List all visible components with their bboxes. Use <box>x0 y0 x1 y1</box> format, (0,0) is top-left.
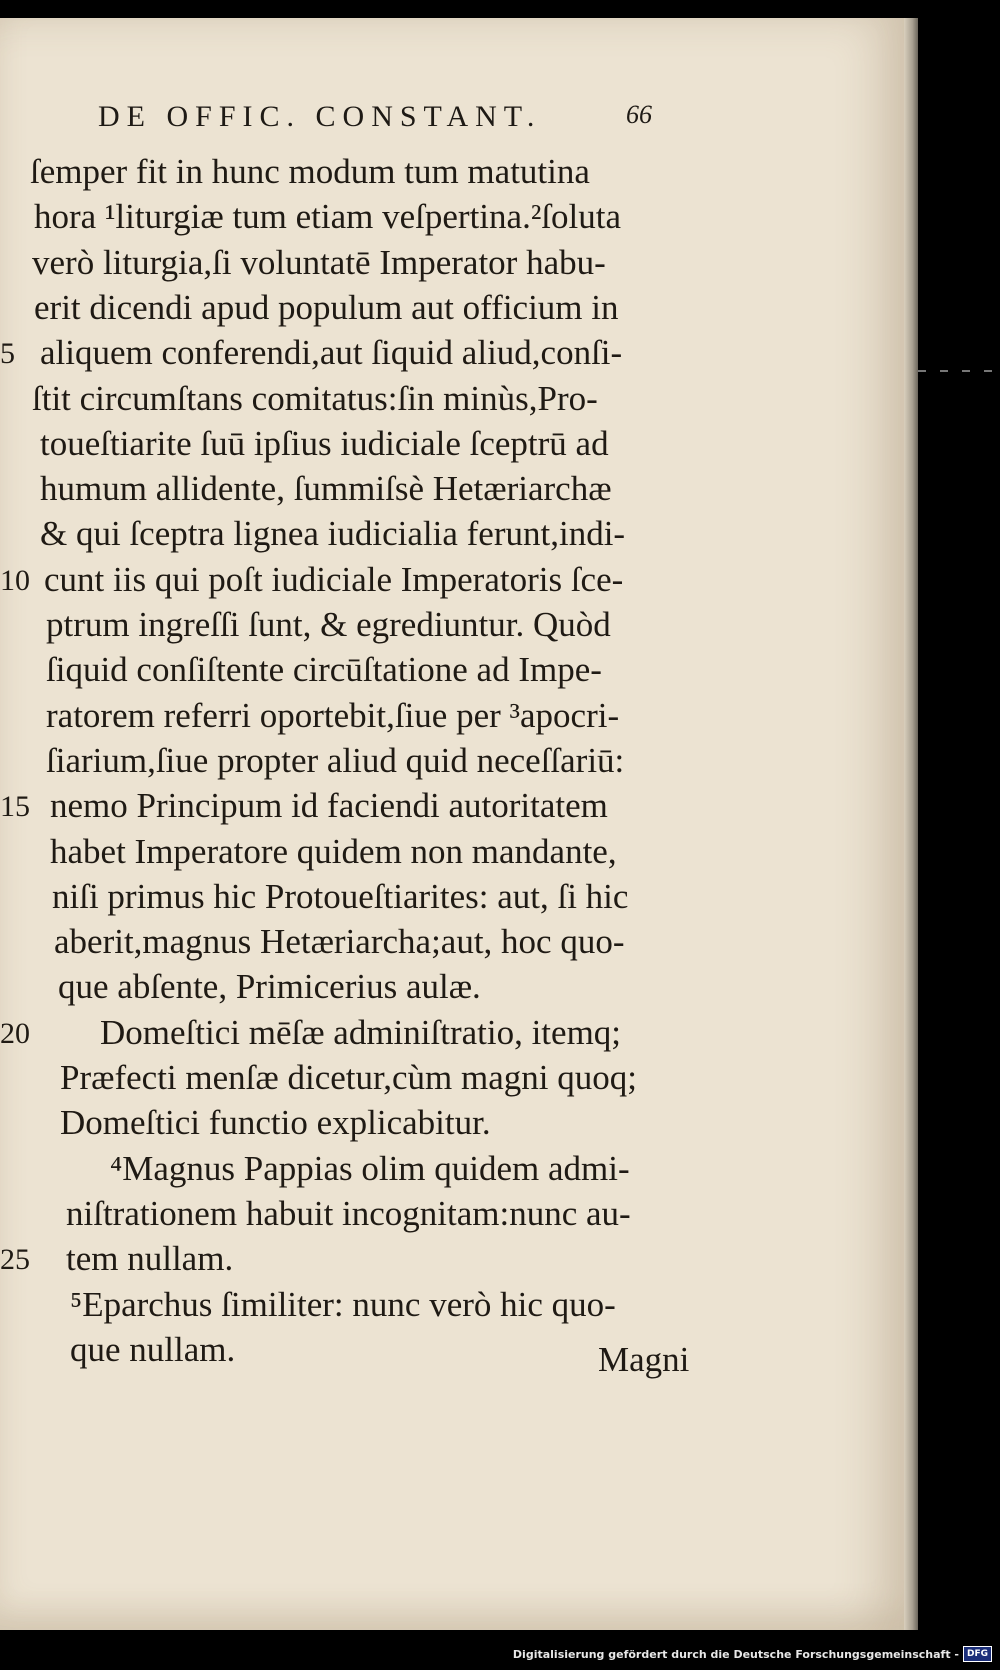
dfg-logo-badge: DFG <box>963 1646 992 1662</box>
text-line: ptrum ingreſſi ſunt, & egrediuntur. Quòd <box>46 605 611 644</box>
edge-marks <box>918 370 998 374</box>
text-line: & qui ſceptra lignea iudicialia ferunt,indi- <box>40 514 626 554</box>
text-line: tem nullam. <box>66 1239 234 1279</box>
footer-text: Digitalisierung gefördert durch die Deutsche Forschungsgemeinschaft - <box>512 1647 959 1661</box>
text-line: ⁵Eparchus ſimiliter: nunc verò hic quo- <box>70 1284 616 1324</box>
line-number: 15 <box>0 790 30 824</box>
footer-credit <box>513 1642 992 1666</box>
catchword: Magni <box>598 1340 690 1379</box>
text-line: hora ¹liturgiæ tum etiam veſpertina.²ſoluta <box>34 197 622 237</box>
text-line: ⁴Magnus Pappias olim quidem admi- <box>110 1148 630 1188</box>
text-line: verò liturgia,ſi voluntatē Imperator habu- <box>32 242 606 282</box>
running-header <box>98 100 698 144</box>
text-line: ſiarium,ſiue propter aliud quid neceſſariū: <box>46 740 625 780</box>
line-number: 25 <box>0 1243 30 1277</box>
text-line: habet Imperatore quidem non mandante, <box>50 831 617 871</box>
text-line: Præfecti menſæ dicetur,cùm magni quoq; <box>60 1058 637 1097</box>
header-title: DE OFFIC. CONSTANT. <box>98 100 542 133</box>
text-line: aliquem conferendi,aut ſiquid aliud,conſi- <box>40 333 623 373</box>
text-line: toueſtiarite ſuū ipſius iudiciale ſceptrū ad <box>40 423 609 463</box>
text-line: Domeſtici mēſæ adminiſtratio, itemq; <box>100 1012 622 1052</box>
line-number: 10 <box>0 563 30 597</box>
text-line: aberit,magnus Hetæriarcha;aut, hoc quo- <box>54 922 625 962</box>
line-number: 5 <box>0 337 15 371</box>
text-line: que abſente, Primicerius aulæ. <box>58 967 481 1007</box>
text-line: cunt iis qui poſt iudiciale Imperatoris ſce- <box>44 559 624 599</box>
text-line: Domeſtici functio explicabitur. <box>60 1103 491 1143</box>
text-line: nemo Principum id faciendi autoritatem <box>50 786 608 826</box>
text-line: ratorem referri oportebit,ſiue per ³apocri- <box>46 695 620 735</box>
text-line: niſtrationem habuit incognitam:nunc au- <box>66 1193 631 1233</box>
text-line: humum allidente, ſummiſsè Hetæriarchæ <box>40 469 612 509</box>
text-line: niſi primus hic Protoueſtiarites: aut, ſi hic <box>52 876 629 916</box>
page-gutter <box>904 18 918 1630</box>
text-line: ſiquid conſiſtente circūſtatione ad Impe- <box>46 650 602 690</box>
page-number: 66 <box>626 100 652 129</box>
text-line: ſtit circumſtans comitatus:ſin minùs,Pro- <box>32 378 598 418</box>
text-line: que nullam. <box>70 1329 236 1369</box>
line-number: 20 <box>0 1016 30 1050</box>
text-line: erit dicendi apud populum aut officium in <box>34 287 619 327</box>
text-line: ſemper fit in hunc modum tum matutina <box>30 152 590 191</box>
